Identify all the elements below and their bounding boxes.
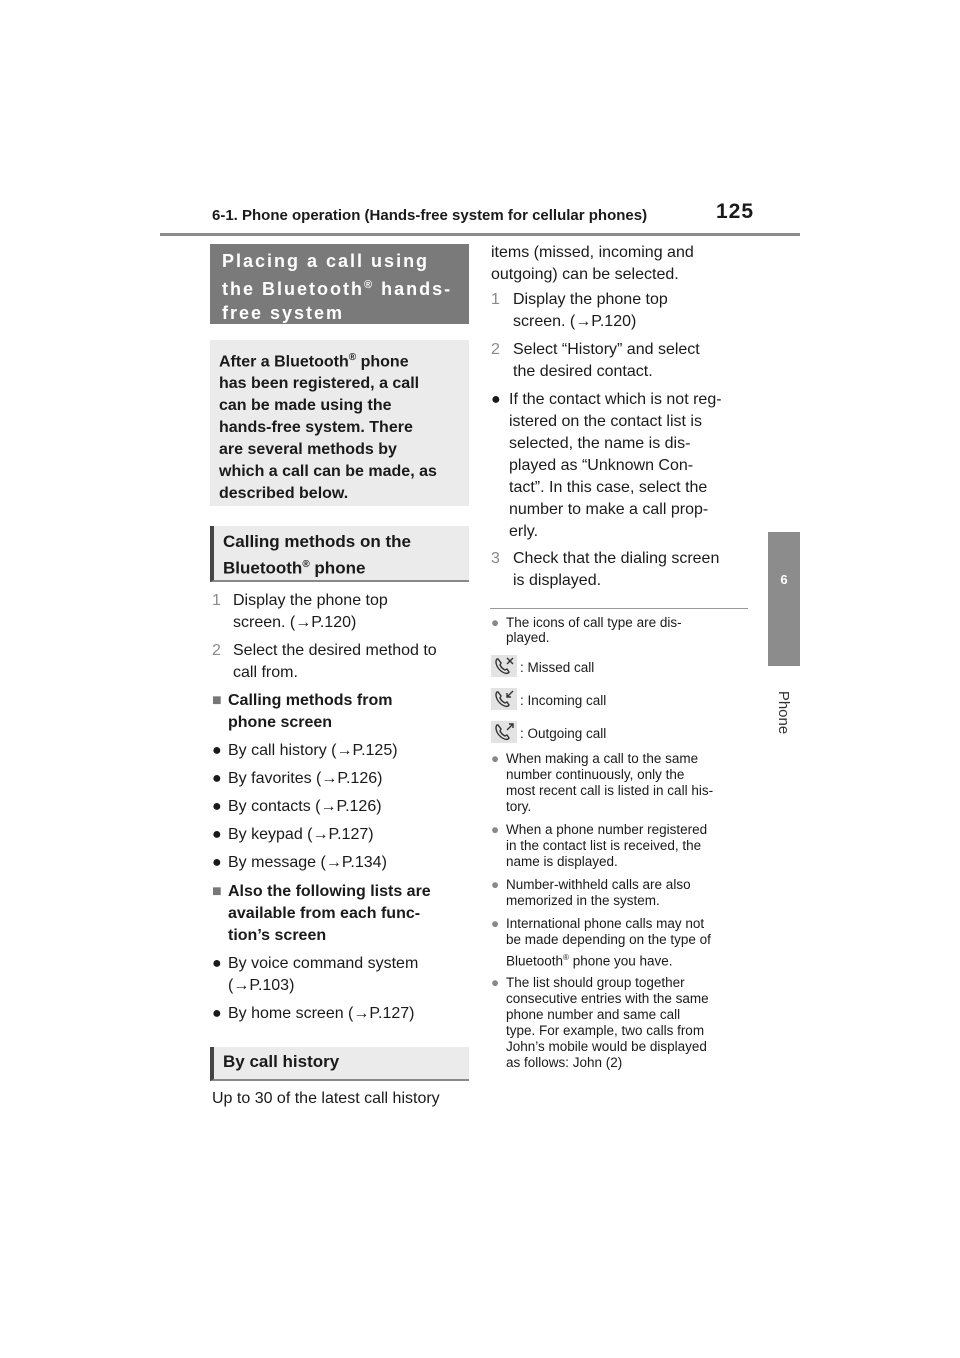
header-rule (160, 233, 800, 236)
section-title: Placing a call using the Bluetooth® hands- free system (222, 251, 453, 323)
history-step-2: 2 Select “History” and select (491, 341, 700, 358)
chapter-tab (768, 532, 800, 666)
list-item: ● By call history (→P.125) (212, 742, 398, 759)
incoming-call-icon (491, 688, 517, 710)
running-header: 6-1. Phone operation (Hands-free system for cellular phones) (212, 207, 648, 224)
history-note: ● If the contact which is not reg- (491, 391, 722, 408)
list-item: ● By contacts (→P.126) (212, 798, 382, 815)
note-number-withheld: ● Number-withheld calls are also (491, 877, 691, 892)
list-item: ● By keypad (→P.127) (212, 826, 374, 843)
subheading-call-history: By call history (210, 1047, 469, 1081)
list-item: ● By voice command system (212, 955, 419, 972)
step-2: 2 Select the desired method to (212, 642, 437, 659)
list-item: ● By favorites (→P.126) (212, 770, 383, 787)
subheading-calling-methods: Calling methods on the Bluetooth® phone (210, 526, 469, 582)
note-call-type-icons: ● The icons of call type are dis- (491, 615, 682, 630)
section-title-box (210, 244, 469, 324)
chapter-number: 6 (780, 572, 788, 587)
group-heading-phone-screen: ■ Calling methods from (212, 692, 393, 709)
page-number: 125 (716, 200, 755, 223)
group-heading-other-lists: ■ Also the following lists are (212, 883, 431, 900)
list-item: ● By message (→P.134) (212, 854, 387, 871)
intro-text: After a Bluetooth® phone has been registered, a call can be made using the hands-free system. There are several methods by which a call can be made, as described below. (219, 352, 437, 503)
note-registered-number: ● When a phone number registered (491, 822, 708, 837)
notes-divider (490, 608, 748, 609)
step-1: 1 Display the phone top (212, 592, 388, 609)
history-step-3: 3 Check that the dialing screen (491, 550, 720, 567)
note-same-number: ● When making a call to the same (491, 751, 699, 766)
list-item: ● By home screen (→P.127) (212, 1005, 415, 1022)
chapter-label: Phone (775, 690, 793, 734)
outgoing-call-icon (491, 721, 517, 743)
history-step-1: 1 Display the phone top (491, 291, 668, 308)
missed-call-icon (491, 655, 517, 677)
note-international-calls: ● International phone calls may not (491, 916, 705, 931)
intro-panel (210, 340, 469, 506)
note-grouping: ● The list should group together (491, 975, 685, 990)
